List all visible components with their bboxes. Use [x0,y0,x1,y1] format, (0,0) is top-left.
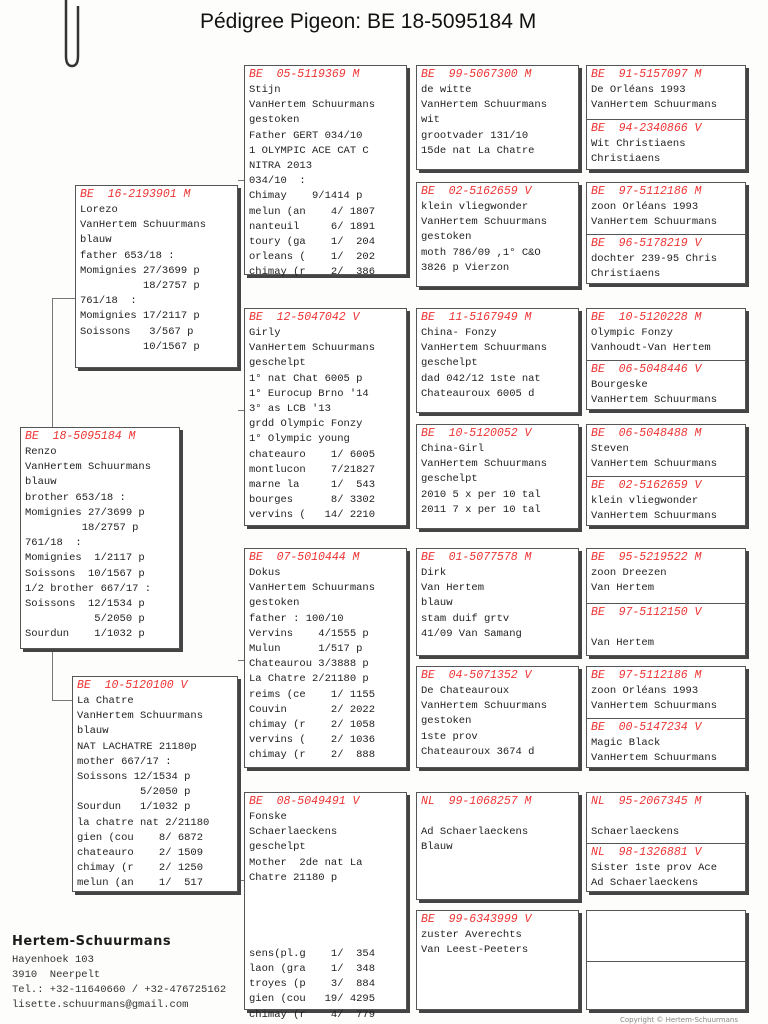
pigeon-g9-details: zoon Dreezen Van Hertem [591,567,667,595]
pigeon-g7-details: Steven VanHertem Schuurmans [591,443,718,471]
card-divider [587,234,745,235]
pigeon-g1-details: De Orléans 1993 VanHertem Schuurmans [591,84,718,112]
pigeon-mmf-ring-number: NL 99-1068257 M [421,795,532,808]
pigeon-father-details: Lorezo VanHertem Schuurmans blauw father 653/18 : Momignies 27/3699 p 18/2757 p 761/18 : Momignies 17/2117 p Soissons 3/567 p 10/1567 p [80,204,207,353]
pedigree-card-ancestors-5 [586,548,746,656]
pigeon-g11-details: zoon Orléans 1993 VanHertem Schuurmans [591,685,718,713]
pigeon-g14-ring-number: NL 98-1326881 V [591,846,702,859]
pedigree-card-fmf [416,308,579,413]
breeder-city: 3910 Neerpelt [12,969,101,981]
pigeon-mm-ring-number: BE 08-5049491 V [249,795,360,808]
breeder-email: lisette.schuurmans@gmail.com [12,999,189,1011]
breeder-address: Hayenhoek 103 [12,954,94,966]
pigeon-mmm-ring-number: BE 99-6343999 V [421,913,532,926]
pigeon-ff-ring-number: BE 05-5119369 M [249,68,360,81]
paperclip-icon [58,0,84,70]
pedigree-card-ff [244,65,407,279]
pigeon-g6-ring-number: BE 06-5048446 V [591,363,702,376]
copyright-note: Copyright © Hertem-Schuurmans [619,1016,738,1024]
pigeon-g10-ring-number: BE 97-5112150 V [591,606,702,619]
pigeon-g8-ring-number: BE 02-5162659 V [591,479,702,492]
pigeon-g2-ring-number: BE 94-2340866 V [591,122,702,135]
breeder-name: Hertem-Schuurmans [12,934,172,949]
card-divider [587,843,745,844]
pigeon-mf-ring-number: BE 07-5010444 M [249,551,360,564]
pigeon-subject-ring-number: BE 18-5095184 M [25,430,136,443]
pigeon-fmm-ring-number: BE 10-5120052 V [421,427,532,440]
pedigree-card-mm [244,792,407,1021]
card-divider [587,360,745,361]
pedigree-card-ancestors-3 [586,308,746,410]
pigeon-g13-details: Schaerlaeckens [591,826,680,839]
pigeon-father-ring-number: BE 16-2193901 M [80,188,191,201]
pedigree-card-mfm [416,666,579,768]
pedigree-card-ancestors-1 [586,65,746,170]
pigeon-g8-details: klein vliegwonder VanHertem Schuurmans [591,495,718,523]
pedigree-card-fm [244,308,407,526]
pedigree-card-ffm [416,182,579,287]
pigeon-g14-details: Sister 1ste prov Ace Ad Schaerlaeckens [591,862,718,890]
pigeon-mmm-details: zuster Averechts Van Leest-Peeters [421,929,529,957]
pigeon-fmm-details: China-Girl VanHertem Schuurmans geschelpt 2010 5 x per 10 tal 2011 7 x per 10 tal [421,443,548,516]
pedigree-card-mff [416,548,579,656]
pigeon-ffm-details: klein vliegwonder VanHertem Schuurmans gestoken moth 786/09 ,1° C&O 3826 p Vierzon [421,201,548,274]
pigeon-fmf-details: China- Fonzy VanHertem Schuurmans geschelpt dad 042/12 1ste nat Chateauroux 6005 d [421,327,548,400]
pedigree-card-mmf [416,792,579,900]
card-divider [587,476,745,477]
pigeon-ffm-ring-number: BE 02-5162659 V [421,185,532,198]
pedigree-card-father [75,185,238,368]
pigeon-fm-details: Girly VanHertem Schuurmans geschelpt 1° nat Chat 6005 p 1° Eurocup Brno '14 3° as LCB '13 grdd Olympic Fonzy 1° Olympic young chateauro 1/ 6005 montlucon 7/21827 marne la 1/ 543 bourges 8/ 3302 vervins ( 14/ 2210 [249,327,376,522]
breeder-contact [12,934,226,1013]
pigeon-g10-details: Van Hertem [591,637,655,650]
card-divider [587,718,745,719]
pedigree-card-ancestors-4 [586,424,746,526]
pigeon-mother-details: La Chatre VanHertem Schuurmans blauw NAT LACHATRE 21180p mother 667/17 : Soissons 12/1534 p 5/2050 p Sourdun 1/1032 p la chatre nat 2/21180 gien (cou 8/ 6872 chateauro 2/ 1509 chimay (r 2/ 1250 melun (an 1/ 517 [77,695,210,890]
pigeon-subject-details: Renzo VanHertem Schuurmans blauw brother 653/18 : Momignies 27/3699 p 18/2757 p 761/18 : Momignies 1/2117 p Soissons 10/1567 p 1/2 brother 667/17 : Soissons 12/1534 p 5/2050 p Sourdun 1/1032 p [25,446,152,641]
pedigree-card-fmm [416,424,579,529]
pigeon-g1-ring-number: BE 91-5157097 M [591,68,702,81]
pigeon-g12-ring-number: BE 00-5147234 V [591,721,702,734]
pigeon-fmf-ring-number: BE 11-5167949 M [421,311,532,324]
pedigree-card-ancestors-2 [586,182,746,284]
pigeon-mother-ring-number: BE 10-5120100 V [77,679,188,692]
card-divider [587,119,745,120]
breeder-phone: Tel.: +32-11640660 / +32-476725162 [12,984,227,996]
pigeon-mff-ring-number: BE 01-5077578 M [421,551,532,564]
pigeon-g11-ring-number: BE 97-5112186 M [591,669,702,682]
pigeon-g2-details: Wit Christiaens Christiaens [591,138,686,166]
pigeon-g5-ring-number: BE 10-5120228 M [591,311,702,324]
pigeon-mfm-ring-number: BE 04-5071352 V [421,669,532,682]
pigeon-mf-details: Dokus VanHertem Schuurmans gestoken father : 100/10 Vervins 4/1555 p Mulun 1/517 p Chateaurou 3/3888 p La Chatre 2/21180 p reims (ce 1/ 1155 Couvin 2/ 2022 chimay (r 2/ 1058 vervins ( 2/ 1036 chimay (r 2/ 888 [249,567,376,762]
pigeon-g9-ring-number: BE 95-5219522 M [591,551,702,564]
pedigree-card-mother [72,676,238,892]
pigeon-g4-details: dochter 239-95 Chris Christiaens [591,253,718,281]
pedigree-card-mf [244,548,407,768]
pedigree-card-mmm [416,910,579,1010]
pigeon-g3-details: zoon Orléans 1993 VanHertem Schuurmans [591,201,718,229]
pigeon-mmf-details: Ad Schaerlaeckens Blauw [421,826,529,854]
pedigree-card-ancestors-7 [586,792,746,892]
pedigree-card-fff [416,65,579,170]
pigeon-g13-ring-number: NL 95-2067345 M [591,795,702,808]
card-divider [587,961,745,962]
page-title: Pédigree Pigeon: BE 18-5095184 M [200,10,537,33]
pigeon-g3-ring-number: BE 97-5112186 M [591,185,702,198]
pigeon-fm-ring-number: BE 12-5047042 V [249,311,360,324]
connector-line [52,298,77,429]
pigeon-fff-ring-number: BE 99-5067300 M [421,68,532,81]
pigeon-mff-details: Dirk Van Hertem blauw stam duif grtv 41/09 Van Samang [421,567,522,640]
pigeon-g4-ring-number: BE 96-5178219 V [591,237,702,250]
pigeon-g5-details: Olympic Fonzy Vanhoudt-Van Hertem [591,327,711,355]
pigeon-g6-details: Bourgeske VanHertem Schuurmans [591,379,718,407]
pigeon-mfm-details: De Chateauroux VanHertem Schuurmans gestoken 1ste prov Chateauroux 3674 d [421,685,548,758]
pigeon-fff-details: de witte VanHertem Schuurmans wit grootvader 131/10 15de nat La Chatre [421,84,548,157]
pigeon-g7-ring-number: BE 06-5048488 M [591,427,702,440]
card-divider [587,603,745,604]
pedigree-card-subject [20,427,180,649]
pigeon-mm-details: Fonske Schaerlaeckens geschelpt Mother 2de nat La Chatre 21180 p sens(pl.g 1/ 354 laon (gra 1/ 348 troyes (p 3/ 884 gien (cou 19/ 4295 chimay (r 4/ 779 [249,811,376,1021]
pigeon-ff-details: Stijn VanHertem Schuurmans gestoken Father GERT 034/10 1 OLYMPIC ACE CAT C NITRA 2013 034/10 : Chimay 9/1414 p melun (an 4/ 1807 nanteuil 6/ 1891 toury (ga 1/ 204 orleans ( 1/ 202 chimay (r 2/ 386 [249,84,376,279]
pedigree-card-ancestors-6 [586,666,746,768]
pigeon-g12-details: Magic Black VanHertem Schuurmans [591,737,718,765]
pedigree-card-ancestors-8 [586,910,746,1010]
